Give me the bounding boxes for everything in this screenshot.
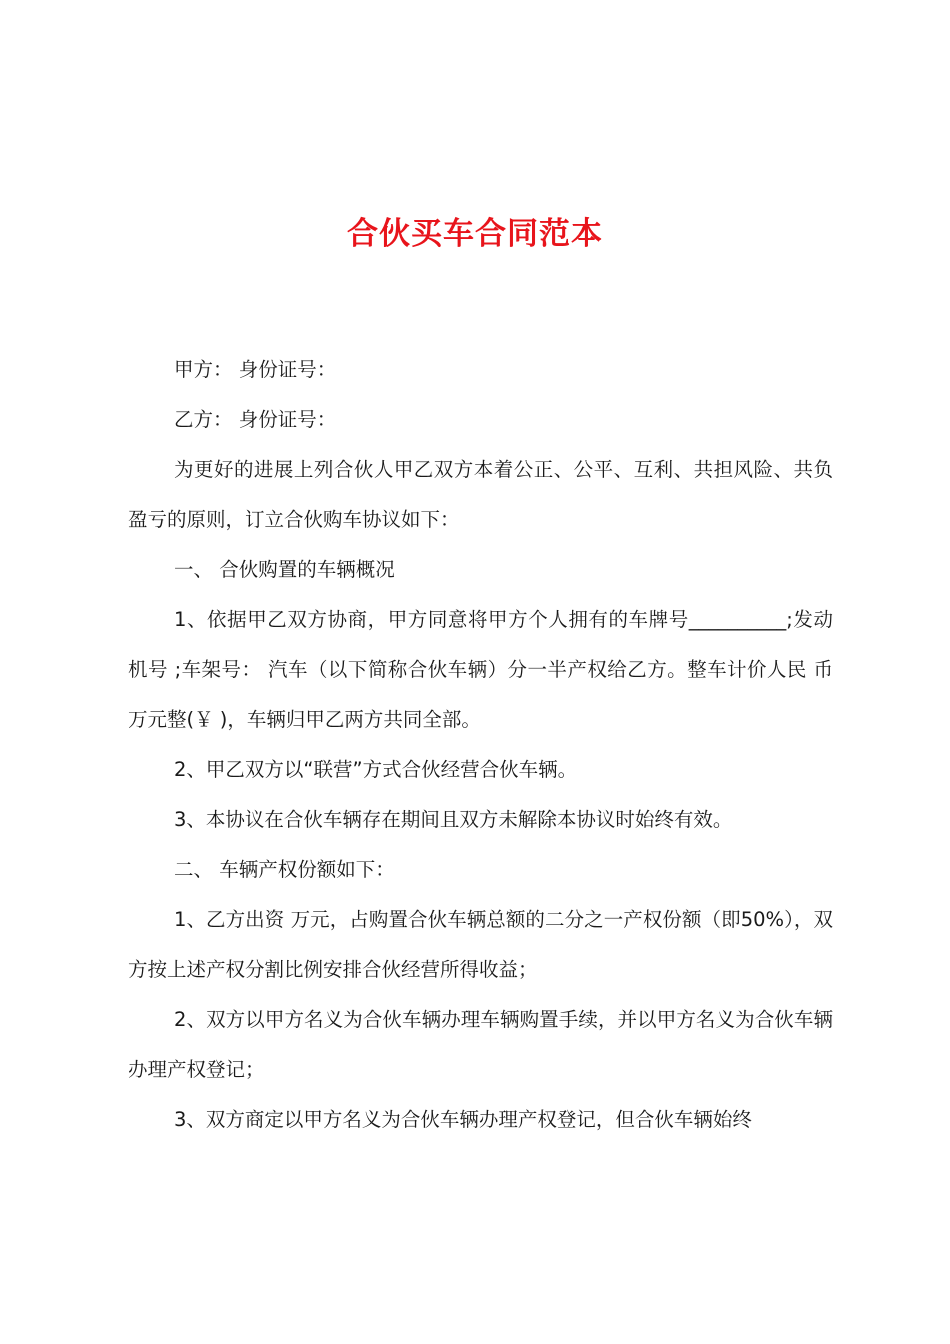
paragraph-2-1: 1、乙方出资 万元，占购置合伙车辆总额的二分之一产权份额（即50%），双方按上述产权分割比例安排合伙经营所得收益； bbox=[128, 908, 833, 981]
document-body bbox=[128, 345, 833, 1145]
paragraph-1-3: 3、本协议在合伙车辆存在期间且双方未解除本协议时始终有效。 bbox=[174, 808, 733, 831]
paragraph-party-b: 乙方： 身份证号： bbox=[174, 408, 337, 431]
paragraph-1-2: 2、甲乙双方以“联营”方式合伙经营合伙车辆。 bbox=[174, 758, 578, 781]
paragraph-2-2: 2、双方以甲方名义为合伙车辆办理车辆购置手续，并以甲方名义为合伙车辆办理产权登记； bbox=[128, 1008, 833, 1081]
section-heading-1: 一、 合伙购置的车辆概况 bbox=[174, 558, 395, 581]
document-title: 合伙买车合同范本 bbox=[347, 216, 603, 252]
paragraph-2-3: 3、双方商定以甲方名义为合伙车辆办理产权登记，但合伙车辆始终 bbox=[174, 1108, 752, 1131]
paragraph-preamble: 为更好的进展上列合伙人甲乙双方本着公正、公平、互利、共担风险、共负盈亏的原则，订立合伙购车协议如下： bbox=[128, 458, 833, 531]
paragraph-party-a: 甲方： 身份证号： bbox=[174, 358, 337, 381]
section-heading-2: 二、 车辆产权份额如下： bbox=[174, 858, 395, 881]
paragraph-1-1: 1、依据甲乙双方协商，甲方同意将甲方个人拥有的车牌号__________;发动机号 ;车架号： 汽车（以下简称合伙车辆）分一半产权给乙方。整车计价人民 币 万元整(￥ )，车辆归甲乙两方共同全部。 bbox=[128, 608, 833, 731]
